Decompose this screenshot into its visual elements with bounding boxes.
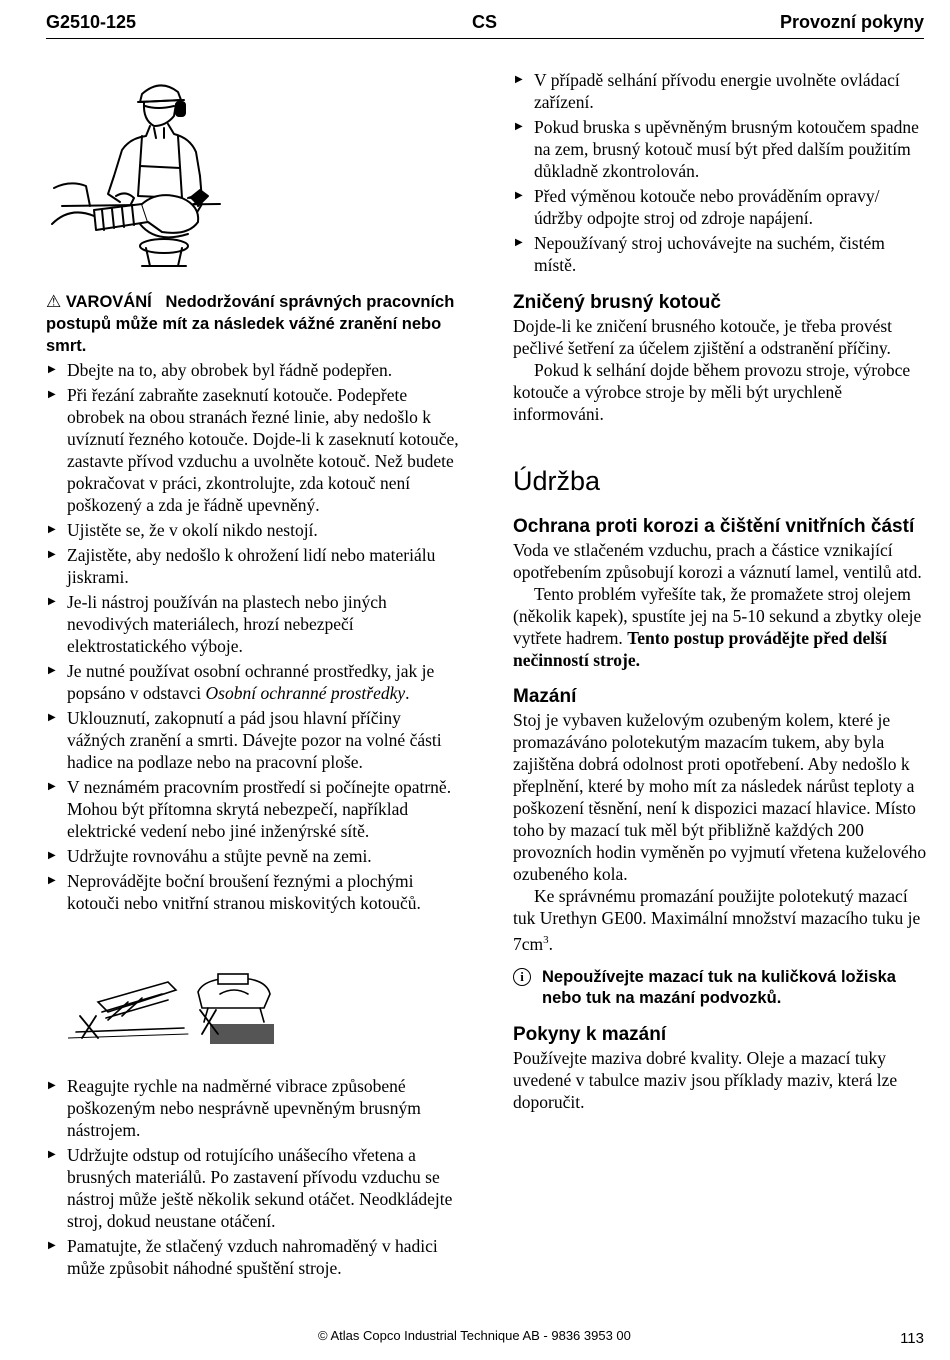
- list-item: ▶ Dbejte na to, aby obrobek byl řádně podepřen.: [46, 359, 460, 381]
- list-item: ▶ Je-li nástroj používán na plastech nebo jiných nevodivých materiálech, hrozí nebezpečí elektrostatického výboje.: [46, 591, 460, 657]
- lubrication-paragraph-1: Stoj je vybaven kuželovým ozubeným kolem, které je promazáváno polotekutým mazacím tukem, aby byla zajištěna dobrá odolnost proti opotřebení. Aby nedošlo k přeplnění, které by moho mít za následek nárůst teploty a poškození těsnění, není k dispozici mazací hlavice. Místo toho by mazací tuk měl být přibližně každých 200 provozních hodin vyměněn po vyjmutí vřetena kuželového ozubeného kola.: [513, 710, 927, 884]
- warning-text: Nedodržování správných pracovních postupů může mít za následek vážné zranění nebo smrt.: [46, 293, 455, 355]
- lubrication-heading: Mazání: [513, 686, 577, 707]
- damaged-wheel-paragraph-1: Dojde-li ke zničení brusného kotouče, je třeba provést pečlivé šetření za účelem zjištění a odstranění příčiny.: [513, 316, 893, 358]
- operator-with-grinder-illustration: [50, 76, 225, 276]
- list-item: ▶ Zajistěte, aby nedošlo k ohrožení lidí nebo materiálu jiskrami.: [46, 544, 460, 588]
- list-item: ▶ Neprovádějte boční broušení řeznými a plochými kotouči nebo vnitřní stranou miskovitých kotoučů.: [46, 870, 460, 914]
- list-item: ▶ V případě selhání přívodu energie uvolněte ovládací zařízení.: [513, 69, 927, 113]
- page-header: [46, 10, 924, 39]
- ppe-period: .: [405, 683, 410, 703]
- lubrication-paragraph-2: [513, 885, 927, 955]
- corrosion-emphasis: Tento postup provádějte před delší nečinností stroje.: [513, 628, 887, 670]
- list-item: ▶ Reagujte rychle na nadměrné vibrace způsobené poškozeným nebo nesprávně upevněným brusným nástrojem.: [46, 1075, 460, 1141]
- list-item: ▶ Udržujte odstup od rotujícího unášecího vřetena a brusných materiálů. Po zastavení přívodu vzduchu se nástroj může ještě několik sekund otáčet. Neodkládejte stroj, dokud neustane otáčení.: [46, 1144, 460, 1232]
- list-item: ▶ Ujistěte se, že v okolí nikdo nestojí.: [46, 519, 460, 541]
- list-item: ▶ Pokud bruska s upěvněným brusným kotoučem spadne na zem, brusný kotouč musí být před dalším použitím důkladně zkontrolován.: [513, 116, 927, 182]
- section-title: Provozní pokyny: [779, 12, 924, 32]
- language-code: CS: [472, 12, 498, 32]
- doc-code: G2510-125: [46, 12, 137, 32]
- lubrication-period: .: [548, 933, 554, 954]
- left-column-continued: [46, 1075, 460, 1282]
- info-icon: i: [513, 968, 531, 986]
- corrosion-text: Tento problém vyřešíte tak, že promažete stroj olejem (několik kapek), spustíte jej na 5-10 sekund a zbytky oleje vytřete hadrem.: [513, 584, 922, 648]
- ppe-text: Je nutné používat osobní ochranné prostředky, jak je popsáno v odstavci: [67, 661, 435, 703]
- lubrication-instructions-paragraph: Používejte maziva dobré kvality. Oleje a mazací tuky uvedené v tabulce maziv jsou příklady maziv, která lze doporučit.: [513, 1047, 898, 1112]
- list-item: ▶ Pamatujte, že stlačený vzduch nahromaděný v hadici může způsobit náhodné spuštění stroje.: [46, 1235, 460, 1279]
- damaged-wheel-heading: Zničený brusný kotouč: [513, 292, 721, 313]
- lubrication-text: Ke správnému promazání použijte polotekutý mazací tuk Urethyn GE00. Maximální množství mazacího tuku je 7cm: [513, 886, 921, 954]
- warning-triangle-icon: ⚠: [46, 292, 62, 312]
- maintenance-heading: Údržba: [513, 466, 601, 496]
- damaged-wheel-paragraph-2: Pokud k selhání dojde během provozu stroje, výrobce kotouče a výrobce stroje by měli být urychleně informováni.: [513, 360, 911, 424]
- safety-list-2: [46, 1075, 460, 1279]
- list-item: ▶ Udržujte rovnováhu a stůjte pevně na zemi.: [46, 845, 460, 867]
- list-item-ppe: [46, 660, 460, 704]
- right-column: [513, 69, 927, 1113]
- ppe-reference: Osobní ochranné prostředky: [205, 683, 406, 703]
- corrosion-heading: Ochrana proti korozi a čištění vnitřních částí: [513, 516, 915, 537]
- list-item: ▶ Před výměnou kotouče nebo prováděním opravy/údržby odpojte stroj od zdroje napájení.: [513, 185, 927, 229]
- corrosion-paragraph-1: Voda ve stlačeném vzduchu, prach a částice vznikající opotřebením způsobují korozi a váznutí lamel, ventilů atd.: [513, 540, 922, 582]
- warning-block: [46, 291, 460, 357]
- note-text: Nepoužívejte mazací tuk na kuličková ložiska nebo tuk na mazání podvozků.: [542, 967, 896, 1007]
- safety-list-1: [46, 359, 460, 914]
- superscript-three: 3: [543, 934, 549, 946]
- corrosion-paragraph-2: [513, 583, 927, 671]
- side-grinding-prohibited-illustration: [68, 972, 278, 1047]
- copyright: © Atlas Copco Industrial Technique AB - 9836 3953 00: [318, 1328, 631, 1343]
- list-item: ▶ V neznámém pracovním prostředí si počínejte opatrně. Mohou být přítomna skrytá nebezpečí, například elektrické vedení nebo jiné inženýrské sítě.: [46, 776, 460, 842]
- list-item: ▶ Při řezání zabraňte zaseknutí kotouče. Podepřete obrobek na obou stranách řezné linie, aby nedošlo k uvíznutí řezného kotouče. Dojde-li k zaseknutí kotouče, zastavte přívod vzduchu a uvolněte kotouč. Než budete pokračovat v práci, zkontrolujte, zda kotouč není poškozený a zda je řádně upevněný.: [46, 384, 460, 516]
- lubrication-note: [513, 967, 927, 1009]
- left-column: [46, 291, 460, 917]
- list-item: ▶ Nepoužívaný stroj uchovávejte na suchém, čistém místě.: [513, 232, 927, 276]
- page-number: 113: [900, 1330, 924, 1347]
- safety-list-3: [513, 69, 927, 276]
- lubrication-instructions-heading: Pokyny k mazání: [513, 1023, 667, 1045]
- list-item: ▶ Uklouznutí, zakopnutí a pád jsou hlavní příčiny vážných zranění a smrti. Dávejte pozor na volné části hadice na podlaze nebo na pracovní ploše.: [46, 707, 460, 773]
- warning-label: VAROVÁNÍ: [65, 293, 152, 311]
